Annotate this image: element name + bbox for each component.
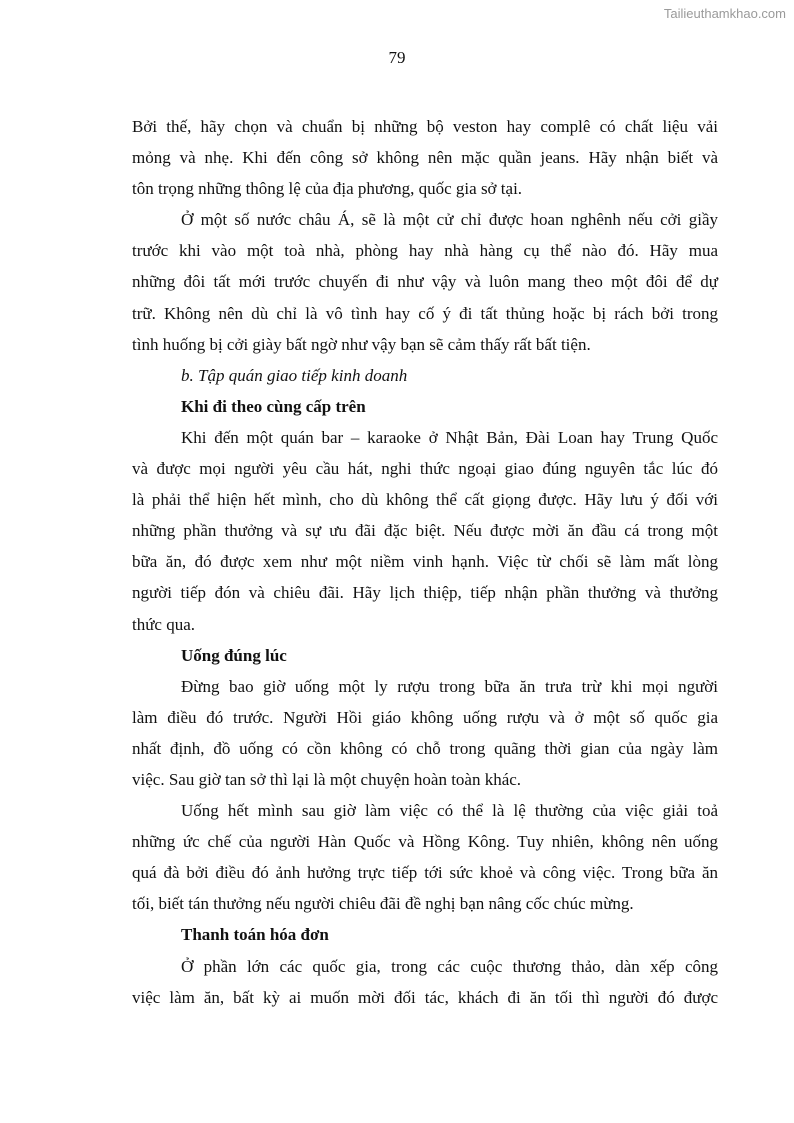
subsection-heading: b. Tập quán giao tiếp kinh doanh bbox=[181, 365, 408, 385]
text-line: bữa ăn, đó được xem như một niềm vinh hạnh. Việc từ chối sẽ làm mất lòng bbox=[132, 552, 718, 572]
text-line: Uống hết mình sau giờ làm việc có thể là lệ thường của việc giải toả bbox=[181, 801, 718, 821]
text-line: những đôi tất mới trước chuyến đi như vậy và luôn mang theo một đôi để dự bbox=[132, 272, 718, 292]
text-line: nhất định, đồ uống có cồn không có chỗ trong quãng thời gian của ngày làm bbox=[132, 738, 718, 758]
text-line: quá đà bởi điều đó ảnh hưởng trực tiếp tới sức khoẻ và công việc. Trong bữa ăn bbox=[132, 863, 718, 883]
text-line: và được mọi người yêu cầu hát, nghi thức ngoại giao đúng nguyên tắc lúc đó bbox=[132, 459, 718, 479]
text-line: làm điều đó trước. Người Hồi giáo không uống rượu và ở một số quốc gia bbox=[132, 707, 718, 727]
text-line: Đừng bao giờ uống một ly rượu trong bữa ăn trưa trừ khi mọi người bbox=[181, 676, 718, 696]
text-line: người tiếp đón và chiêu đãi. Hãy lịch thiệp, tiếp nhận phần thưởng và thưởng bbox=[132, 583, 718, 603]
text-line: thức qua. bbox=[132, 614, 196, 634]
text-line: tối, biết tán thưởng nếu người chiêu đãi đề nghị bạn nâng cốc chúc mừng. bbox=[132, 894, 634, 914]
text-line: mỏng và nhẹ. Khi đến công sở không nên mặc quần jeans. Hãy nhận biết và bbox=[132, 148, 718, 168]
section-heading: Thanh toán hóa đơn bbox=[181, 925, 329, 945]
section-heading: Khi đi theo cùng cấp trên bbox=[181, 396, 366, 416]
text-line: những phần thưởng và sự ưu đãi đặc biệt. Nếu được mời ăn đầu cá trong một bbox=[132, 521, 718, 541]
text-line: trước khi vào một toà nhà, phòng hay nhà hàng cụ thể nào đó. Hãy mua bbox=[132, 241, 718, 261]
document-body bbox=[132, 111, 718, 1013]
text-line: việc làm ăn, bất kỳ ai muốn mời đối tác, khách đi ăn tối thì người đó được bbox=[132, 987, 718, 1007]
text-line: Bởi thế, hãy chọn và chuẩn bị những bộ veston hay complê có chất liệu vải bbox=[132, 117, 718, 136]
text-line: những ức chế của người Hàn Quốc và Hồng Kông. Tuy nhiên, không nên uống bbox=[132, 832, 718, 852]
text-line: tình huống bị cởi giày bất ngờ như vậy bạn sẽ cảm thấy rất bất tiện. bbox=[132, 334, 591, 354]
section-heading: Uống đúng lúc bbox=[181, 645, 287, 665]
text-line: Khi đến một quán bar – karaoke ở Nhật Bản, Đài Loan hay Trung Quốc bbox=[181, 427, 718, 447]
text-line: tôn trọng những thông lệ của địa phương, quốc gia sở tại. bbox=[132, 179, 523, 199]
text-line: là phải thể hiện hết mình, cho dù không thể cất giọng được. Hãy lưu ý đối với bbox=[132, 490, 718, 510]
watermark: Tailieuthamkhao.com bbox=[663, 6, 786, 21]
text-line: Ở phần lớn các quốc gia, trong các cuộc thương thảo, dàn xếp công bbox=[181, 956, 718, 976]
text-line: việc. Sau giờ tan sở thì lại là một chuyện hoàn toàn khác. bbox=[132, 769, 522, 789]
text-line: Ở một số nước châu Á, sẽ là một cử chỉ được hoan nghênh nếu cởi giầy bbox=[181, 210, 718, 230]
text-line: trữ. Không nên dù chỉ là vô tình hay cố ý đi tất thủng hoặc bị rách bởi trong bbox=[132, 303, 718, 323]
page-number: 79 bbox=[388, 48, 406, 67]
